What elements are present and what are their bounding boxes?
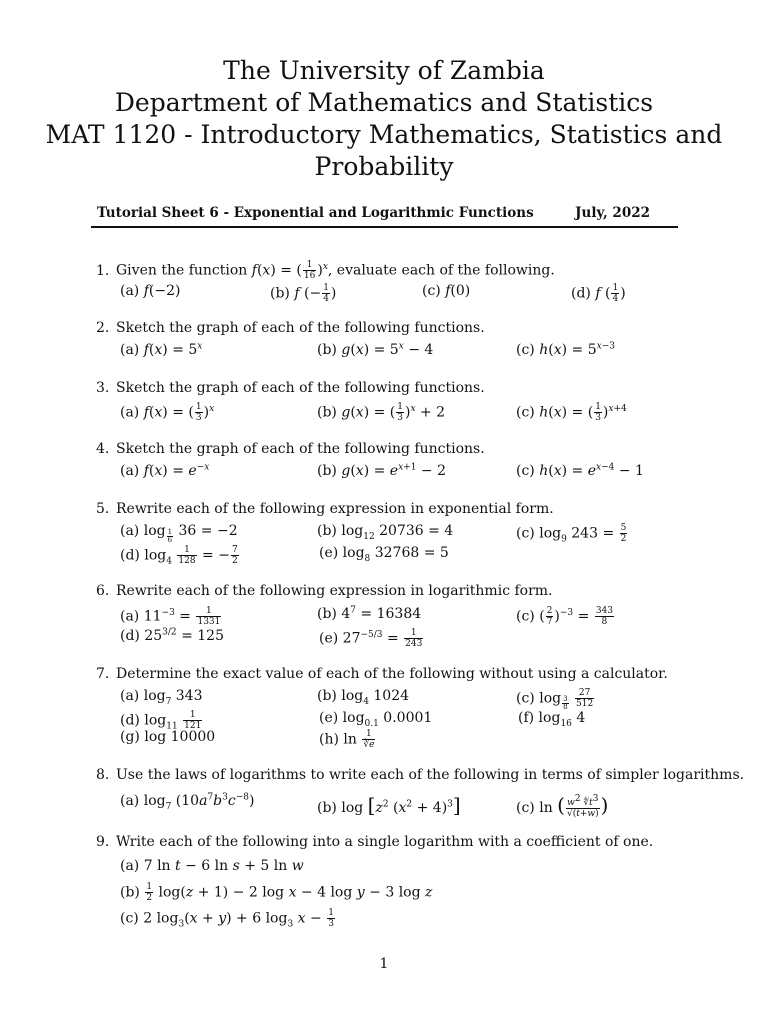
sheet-title: Tutorial Sheet 6 - Exponential and Logarithmic Functions [97, 205, 534, 221]
q2-part-c: (c) $h(x) = 5^{x-3}$ [516, 341, 615, 358]
q9-part-b: (b) $\frac{1}{2}$ log(z + 1) − 2 log x − 4 log y − 3 log z [120, 882, 433, 903]
q3-part-b: (b) g(x) = ( $\frac{1}{3}$ )$^x$ + 2 [317, 402, 446, 423]
q4-part-c: (c) $h(x) = e^{x-4} - 1$ [516, 462, 644, 479]
department-title: Department of Mathematics and Statistics [114, 88, 654, 117]
page-number: 1 [379, 956, 389, 972]
q6-part-e: (e) $27^{-5/3}$ = $\frac{1}{243}$ [319, 628, 423, 649]
question-3: 3. Sketch the graph of each of the following functions. [96, 380, 485, 396]
q7-part-g: (g) log 10000 [120, 729, 216, 745]
q7-part-h: (h) ln $\frac{1}{∛e}$ [319, 729, 375, 750]
q5-part-c: (c) $\log_9 243$ = $\frac{5}{2}$ [516, 523, 627, 545]
q7-part-f: (f) $\log_{16} 4$ [518, 710, 586, 729]
q7-part-c: (c) log $_{\frac{3}{8}}$ $\frac{27}{512}$ [516, 688, 594, 712]
question-6: 6. Rewrite each of the following expression in logarithmic form. [96, 583, 553, 599]
q6-part-b: (b) $4^7 = 16384$ [317, 605, 422, 622]
q2-part-b: (b) $g(x) = 5^x - 4$ [317, 341, 434, 358]
q5-part-a: (a) log $_{\frac{1}{6}}$ 36 = −2 [120, 523, 238, 544]
q8-part-b: (b) $\log [z^2$ $(x^2 + 4)^3$] [317, 793, 461, 817]
question-9: 9. Write each of the following into a single logarithm with a coefficient of one. [96, 834, 654, 850]
question-1: 1. Given the function f(x) = ( $\frac{1}{16}$ )$^x$, evaluate each of the following. [96, 260, 555, 281]
q9-part-a: (a) 7 ln t − 6 ln s + 5 ln w [120, 858, 304, 874]
sheet-date: July, 2022 [575, 205, 650, 221]
q1-part-d: (d) f ( $\frac{1}{4}$ ) [571, 283, 626, 304]
university-title: The University of Zambia [223, 56, 545, 85]
q1-part-c: (c) f(0) [422, 283, 471, 299]
q4-part-a: (a) $f(x) = e^{-x}$ [120, 462, 210, 479]
question-7: 7. Determine the exact value of each of the following without using a calculator. [96, 666, 668, 682]
q9-part-c: (c) 2 $\log_3(x + y) + 6$ $\log_3 x$ − $\frac{1}{3}$ [120, 908, 334, 930]
q5-part-e: (e) $\log_8 32768 = 5$ [319, 545, 449, 564]
q3-part-a: (a) f(x) = ( $\frac{1}{3}$ )$^x$ [120, 402, 215, 423]
q6-part-c: (c) ( $\frac{2}{7}$ )$^{-3}$ = $\frac{343}{8}$ [516, 606, 613, 627]
sheet-subheader [97, 205, 650, 221]
course-title-line2: Probability [314, 152, 454, 181]
q6-part-a: (a) $11^{-3}$ = $\frac{1}{1331}$ [120, 606, 221, 627]
course-title-line1: MAT 1120 - Introductory Mathematics, Statistics and [45, 120, 723, 149]
q6-part-d: (d) $25^{3/2} = 125$ [120, 627, 224, 644]
q8-part-c: (c) ln ( $\frac{w^2 ∜t^3}{√(t+w)}$ ) [516, 793, 609, 819]
q7-part-d: (d) $\log_{11}$ $\frac{1}{121}$ [120, 710, 202, 732]
header-rule [91, 226, 678, 228]
q7-part-e: (e) $\log_{0.1} 0.0001$ [319, 710, 433, 729]
q7-part-b: (b) $\log_4 1024$ [317, 688, 410, 707]
q3-part-c: (c) h(x) = ( $\frac{1}{3}$ )$^{x+4}$ [516, 402, 627, 423]
q2-part-a: (a) $f(x) = 5^x$ [120, 341, 203, 358]
question-2: 2. Sketch the graph of each of the following functions. [96, 320, 485, 336]
q8-part-a: (a) $\log_7 (10a^7b^3c^{-8})$ [120, 792, 255, 812]
q1-part-a: (a) f(−2) [120, 283, 181, 299]
q7-part-a: (a) $\log_7 343$ [120, 688, 203, 707]
q4-part-b: (b) $g(x) = e^{x+1} - 2$ [317, 462, 446, 479]
q5-part-d: (d) $\log_4$ $\frac{1}{128}$ = − $\frac{7}{2}$ [120, 545, 238, 567]
q5-part-b: (b) $\log_{12} 20736 = 4$ [317, 523, 454, 542]
question-8: 8. Use the laws of logarithms to write each of the following in terms of simpler logarithms. [96, 767, 745, 783]
q1-part-b: (b) f (− $\frac{1}{4}$ ) [270, 283, 337, 304]
question-5: 5. Rewrite each of the following expression in exponential form. [96, 501, 554, 517]
question-4: 4. Sketch the graph of each of the following functions. [96, 441, 485, 457]
